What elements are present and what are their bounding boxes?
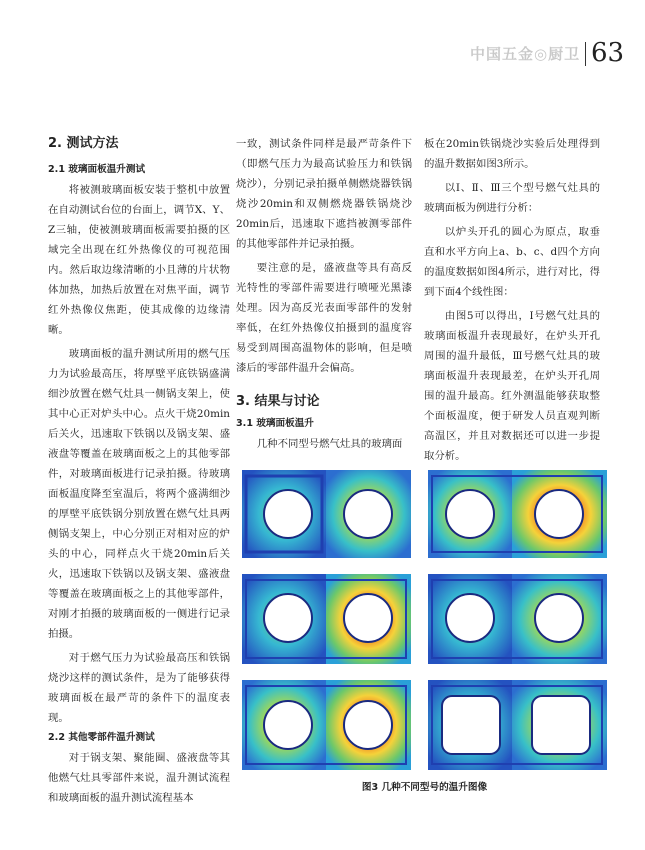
paragraph: 由图5可以得出，Ⅰ号燃气灶具的玻璃面板温升表现最好，在炉头开孔周围的温升最低，Ⅲ号燃气灶具的玻璃面板温升表现最差，在炉头开孔周围的温升最高。红外测温能够获取整个面板温度，便于研发人员直观判断高温区，并且对数据还可以进一步提取分析。 <box>424 310 600 462</box>
thermal-image-row3-right <box>428 680 607 770</box>
paragraph: 几种不同型号燃气灶具的玻璃面 <box>256 438 403 450</box>
paragraph: 以Ⅰ、Ⅱ、Ⅲ三个型号燃气灶具的玻璃面板为例进行分析： <box>424 182 600 214</box>
subsection-title-other-parts: 2.2 其他零部件温升测试 <box>48 732 155 743</box>
figure-caption: 图3 几种不同型号的温升图像 <box>361 782 488 793</box>
column-2 <box>236 134 412 454</box>
magazine-logo: 中国五金◎厨卫 <box>470 45 581 63</box>
header-divider <box>585 42 586 66</box>
section-title-results: 3. 结果与讨论 <box>236 394 320 409</box>
thermal-image-row1-left <box>242 470 411 558</box>
paragraph: 一致，测试条件同样是最严苛条件下（即燃气压力为最高试验压力和铁锅烧沙），分别记录拍摄单侧燃烧器铁锅烧沙20min和双侧燃烧器铁锅烧沙20min后，迅速取下遮挡被测零部件的其他零部件并记录拍摄。 <box>236 138 412 250</box>
section-title-methods: 2. 测试方法 <box>48 136 119 151</box>
subsection-title-glass-panel: 2.1 玻璃面板温升测试 <box>48 164 146 175</box>
paragraph: 要注意的是，盛液盘等具有高反光特性的零部件需要进行喷哑光黑漆处理。因为高反光表面零部件的发射率低，在红外热像仪拍摄到的温度容易受到周围高温物体的影响，但是喷漆后的零部件温升会偏高。 <box>236 262 412 374</box>
subsection-title-glass-temp-rise: 3.1 玻璃面板温升 <box>236 418 314 429</box>
column-1 <box>48 134 230 808</box>
thermal-image-row3-left <box>242 680 411 770</box>
thermal-images-figure <box>242 470 607 770</box>
thermal-image-row2-left <box>242 574 411 664</box>
paragraph: 玻璃面板的温升测试所用的燃气压力为试验最高压，将厚壁平底铁锅盛满细沙放置在燃气灶具一侧锅支架上，使其中心正对炉头中心。点火干烧20min后关火，迅速取下铁锅以及锅支架、盛液盘等覆盖在玻璃面板之上的其他零部件，对玻璃面板进行记录拍摄。待玻璃面板温度降至室温后，将两个盛满细沙的厚壁平底铁锅分别放置在燃气灶具两侧锅支架上，中心分别正对相对应的炉头的中心，同样点火干烧20min后关火，迅速取下铁锅以及锅支架、盛液盘等覆盖在玻璃面板之上的其他零部件，对刚才拍摄的玻璃面板的一侧进行记录拍摄。 <box>48 348 230 640</box>
thermal-image-row2-right <box>428 574 607 664</box>
paragraph: 板在20min铁锅烧沙实验后处理得到的温升数据如图3所示。 <box>424 138 600 170</box>
thermal-image-row1-right <box>428 470 607 558</box>
paragraph: 将被测玻璃面板安装于整机中放置在自动测试台位的台面上，调节X、Y、Z三轴，使被测玻璃面板需要拍摄的区域完全出现在红外热像仪的可视范围内。然后取边缘清晰的小且薄的片状物体加热，加热后放置在对焦平面，调节红外热像仪焦距，使其成像的边缘清晰。 <box>48 184 230 336</box>
column-3 <box>424 134 600 466</box>
page-number: 63 <box>591 38 625 68</box>
paragraph: 对于燃气压力为试验最高压和铁锅烧沙这样的测试条件，是为了能够获得玻璃面板在最严苛的条件下的温度表现。 <box>48 652 230 724</box>
paragraph: 对于锅支架、聚能圈、盛液盘等其他燃气灶具零部件来说，温升测试流程和玻璃面板的温升测试流程基本 <box>48 752 230 804</box>
paragraph: 以炉头开孔的圆心为原点，取垂直和水平方向上a、b、c、d四个方向的温度数据如图4所示，进行对比，得到下面4个线性图： <box>424 226 600 298</box>
